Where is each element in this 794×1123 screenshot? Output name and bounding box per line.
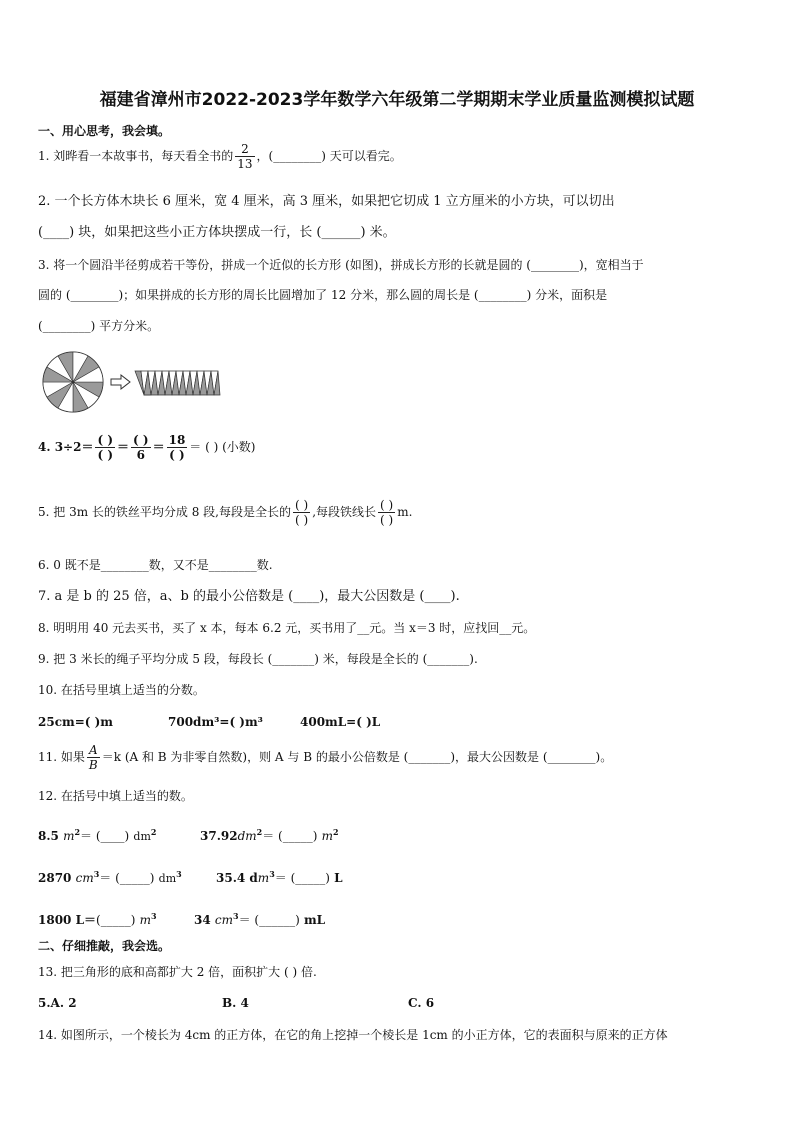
- question-6: 6. 0 既不是________数，又不是________数.: [38, 558, 273, 572]
- q11-fraction: $\frac{A}{B}$: [88, 743, 98, 772]
- question-13: 13. 把三角形的底和高都扩大 2 倍，面积扩大 ( ) 倍.: [38, 965, 317, 979]
- question-1: [38, 142, 402, 171]
- q12-row1-a: 8.5 $m^2=$ (____) $dm^2$: [38, 827, 157, 843]
- q12-row2-b: 35.4 $dm^3=$ (_____) L: [216, 869, 343, 885]
- question-11: 11. 如果 $\frac{A}{B}$ ＝k (A 和 B 为非零自然数)，则 A 与 B 的最小公倍数是 (_______)，最大公因数是 (________)。: [38, 743, 613, 772]
- q4-fraction-3: $\frac{18}{( )}$: [168, 433, 186, 462]
- q13-option-b: B. 4: [222, 996, 249, 1010]
- q13-option-a: 5.A. 2: [38, 996, 77, 1010]
- sector-circle: [43, 352, 103, 412]
- question-5: 5. 把 3m 长的铁丝平均分成 8 段,每段是全长的 $\frac{( )}{( )}$ ,每段铁线长 $\frac{( )}{( )}$ m.: [38, 498, 413, 527]
- question-10-label: 10. 在括号里填上适当的分数。: [38, 683, 205, 697]
- question-14: 14. 如图所示，一个棱长为 4cm 的正方体，在它的角上挖掉一个棱长是 1cm 的小正方体，它的表面积与原来的正方体: [38, 1028, 668, 1042]
- approx-rectangle: [135, 371, 220, 395]
- q12-row1-b: $37.92dm^2=$ (_____) $m^2$: [200, 827, 339, 843]
- q12-row3-b: 34 $cm^3=$ (______) mL: [194, 911, 326, 927]
- page-title: 福建省漳州市2022-2023学年数学六年级第二学期期末学业质量监测模拟试题: [99, 90, 695, 110]
- q4-fraction-2: $\frac{( )}{6}$: [133, 433, 149, 462]
- question-4: 4. 3÷2＝ $\frac{( )}{( )}$ ＝ $\frac{( )}{6}$ ＝ $\frac{18}{( )}$ ＝ ( ) (小数): [38, 433, 256, 462]
- question-2-line-1: 2. 一个长方体木块长 6 厘米，宽 4 厘米，高 3 厘米，如果把它切成 1 立方厘米的小方块，可以切出: [38, 194, 615, 209]
- q4-fraction-1: $\frac{( )}{( )}$: [97, 433, 114, 462]
- question-3-line-1: 3. 将一个圆沿半径剪成若干等份，拼成一个近似的长方形 (如图)，拼成长方形的长就是圆的 (________)，宽相当于: [38, 258, 644, 272]
- question-3-line-3: (________) 平方分米。: [38, 319, 160, 333]
- q10-item-3: 400mL=( )L: [300, 715, 381, 729]
- arrow-right-icon: [111, 375, 130, 389]
- q1-fraction: $\frac{2}{13}$: [237, 142, 253, 171]
- q10-item-1: 25cm=( )m: [38, 715, 113, 729]
- section-2-heading: 二、仔细推敲，我会选。: [38, 939, 171, 953]
- q12-row3-a: 1800 L＝(_____) $m^3$: [38, 911, 157, 927]
- question-7: 7. a 是 b 的 25 倍，a、b 的最小公倍数是 (____)，最大公因数是 (____).: [38, 589, 460, 604]
- q5-fraction-2: $\frac{( )}{( )}$: [380, 498, 394, 527]
- question-9: 9. 把 3 米长的绳子平均分成 5 段，每段长 (_______) 米，每段是全长的 (_______).: [38, 652, 478, 666]
- q12-row2-a: 2870 $cm^3=$ (_____) $dm^3$: [38, 869, 182, 885]
- q13-option-c: C. 6: [408, 996, 435, 1010]
- circle-to-rectangle-figure: [40, 349, 230, 415]
- q10-item-2: 700dm³=( )m³: [168, 715, 263, 729]
- section-1-heading: 一、用心思考，我会填。: [38, 124, 171, 138]
- question-3-line-2: 圆的 (________)；如果拼成的长方形的周长比圆增加了 12 分米，那么圆的周长是 (________) 分米，面积是: [38, 288, 608, 302]
- question-8: 8. 明明用 40 元去买书，买了 x 本，每本 6.2 元，买书用了__元。当 x＝3 时，应找回__元。: [38, 621, 536, 635]
- q5-fraction-1: $\frac{( )}{( )}$: [295, 498, 309, 527]
- q1-text-after: ，(________) 天可以看完。: [256, 149, 402, 163]
- question-2-line-2: (____) 块，如果把这些小正方体块摆成一行，长 (______) 米。: [38, 225, 396, 240]
- question-12-label: 12. 在括号中填上适当的数。: [38, 789, 193, 803]
- q1-text: 1. 刘晔看一本故事书，每天看全书的: [38, 149, 234, 163]
